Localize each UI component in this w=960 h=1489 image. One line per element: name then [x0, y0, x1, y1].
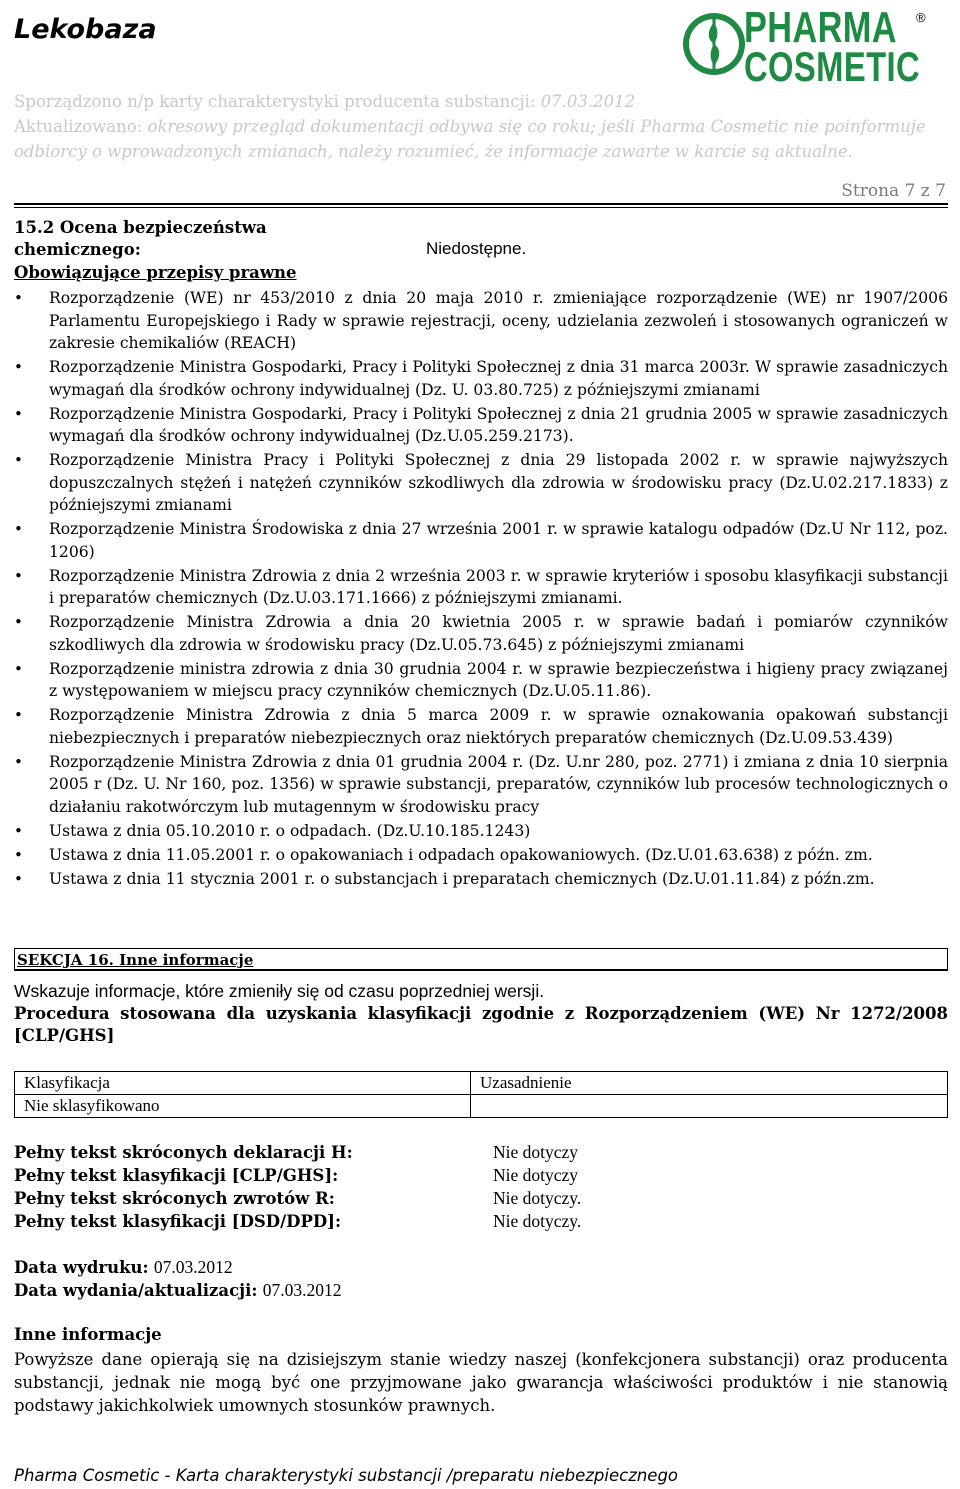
print-date-value: 07.03.2012	[153, 1257, 233, 1277]
law-text: Ustawa z dnia 11.05.2001 r. o opakowaniach i odpadach opakowaniowych. (Dz.U.01.63.638) z późn. zm.	[49, 845, 873, 864]
dates-block	[14, 1256, 341, 1302]
bullet-icon: •	[14, 451, 23, 469]
issue-date-label: Data wydania/aktualizacji:	[14, 1281, 258, 1300]
list-item	[14, 1141, 579, 1164]
list-item	[14, 565, 948, 610]
full-text-value: Nie dotyczy.	[493, 1211, 582, 1231]
prepared-label: Sporządzono n/p karty charakterystyki producenta substancji:	[14, 92, 536, 111]
full-text-label: Pełny tekst klasyfikacji [CLP/GHS]:	[14, 1166, 339, 1185]
bullet-icon: •	[14, 821, 23, 840]
list-item	[14, 1164, 579, 1187]
table-row	[15, 1095, 948, 1118]
section-15-2-title	[14, 217, 267, 261]
registered-mark: ®	[916, 10, 926, 25]
bullet-icon: •	[14, 659, 23, 678]
logo-text-pharma: PHARMA	[744, 3, 897, 52]
full-text-value: Nie dotyczy	[493, 1142, 579, 1162]
list-item	[14, 751, 948, 819]
other-info-body: Powyższe dane opierają się na dzisiejszym stanie wiedzy naszej (konfekcjonera substancji) oraz producenta substancji, jednak nie mogą być one przyjmowane jako gwarancja właściwości produktów i nie stanowią podstawy jakichkolwiek umownych stosunków prawnych.	[14, 1350, 948, 1415]
header-divider	[14, 203, 948, 205]
page-footer: Pharma Cosmetic - Karta charakterystyki substancji /preparatu niebezpiecznego	[14, 1466, 679, 1485]
list-item	[14, 518, 948, 563]
print-date-row	[14, 1256, 341, 1279]
print-date-label: Data wydruku:	[14, 1258, 149, 1277]
brand-name: Lekobaza	[14, 14, 157, 45]
full-text-label: Pełny tekst klasyfikacji [DSD/DPD]:	[14, 1212, 342, 1231]
table-cell-classification: Nie sklasyfikowano	[15, 1095, 471, 1118]
law-text: Rozporządzenie Ministra Gospodarki, Pracy i Polityki Społecznej z dnia 31 marca 2003r. W sprawie zasadniczych wymagań dla środków ochrony indywidualnej (Dz. U. 03.80.725) z późniejszymi zmianami	[49, 358, 948, 399]
section-15-2-value: Niedostępne.	[426, 239, 527, 258]
bullet-icon: •	[14, 520, 23, 538]
header-meta-line2	[14, 114, 948, 164]
law-text: Rozporządzenie (WE) nr 453/2010 z dnia 20 maja 2010 r. zmieniające rozporządzenie (WE) nr 1907/2006 Parlamentu Europejskiego i Rady w sprawie rejestracji, oceny, udzielania zezwoleń i stosowanych ograniczeń w zakresie chemikaliów (REACH)	[49, 289, 948, 352]
bullet-icon: •	[14, 358, 23, 376]
logo-emblem-icon	[680, 4, 746, 84]
list-item	[14, 1210, 582, 1233]
section-15-2-title-line1: 15.2 Ocena bezpieczeństwa	[14, 218, 267, 237]
header-meta	[14, 89, 948, 164]
bullet-icon: •	[14, 566, 23, 585]
list-item	[14, 820, 948, 843]
bullet-icon: •	[14, 404, 23, 423]
law-text: Rozporządzenie ministra zdrowia z dnia 30 grudnia 2004 r. w sprawie bezpieczeństwa i higieny pracy związanej z występowaniem w miejscu pracy czynników chemicznych (Dz.U.05.11.86).	[49, 659, 948, 700]
bullet-icon: •	[14, 706, 23, 724]
laws-list	[14, 287, 948, 892]
law-text: Rozporządzenie Ministra Zdrowia a dnia 20 kwietnia 2005 r. w sprawie badań i pomiarów czynników szkodliwych dla zdrowia w środowisku pracy (Dz.U.05.73.645) z późniejszymi zmianami	[49, 613, 948, 654]
issue-date-row	[14, 1279, 341, 1302]
bullet-icon: •	[14, 752, 23, 771]
list-item	[14, 611, 948, 656]
law-text: Ustawa z dnia 11 stycznia 2001 r. o substancjach i preparatach chemicznych (Dz.U.01.11.84) z późn.zm.	[49, 869, 875, 888]
list-item	[14, 403, 948, 448]
full-text-value: Nie dotyczy.	[493, 1188, 582, 1208]
section-16-label: SEKCJA 16.	[17, 951, 114, 969]
section-16-header	[14, 948, 948, 971]
law-text: Rozporządzenie Ministra Środowiska z dnia 27 września 2001 r. w sprawie katalogu odpadów (Dz.U Nr 112, poz. 1206)	[49, 520, 948, 561]
updated-text: okresowy przegląd dokumentacji odbywa się co roku; jeśli Pharma Cosmetic nie poinformuje odbiorcy o wprowadzonych zmianach, należy rozumieć, że informacje zawarte w karcie są aktualne.	[14, 117, 926, 161]
list-item	[14, 868, 948, 891]
section-16-title	[15, 950, 255, 970]
updated-label: Aktualizowano:	[14, 117, 143, 136]
full-text-label: Pełny tekst skróconych zwrotów R:	[14, 1189, 335, 1208]
section-16-title-text: Inne informacje	[119, 951, 254, 969]
other-info-title: Inne informacje	[14, 1325, 162, 1344]
list-item	[14, 449, 948, 517]
law-text: Ustawa z dnia 05.10.2010 r. o odpadach. (Dz.U.10.185.1243)	[49, 821, 531, 840]
page-number: Strona 7 z 7	[841, 181, 946, 201]
table-header-classification: Klasyfikacja	[15, 1072, 471, 1095]
bullet-icon: •	[14, 845, 23, 864]
list-item	[14, 704, 948, 749]
list-item	[14, 658, 948, 703]
list-item	[14, 1187, 582, 1210]
classification-procedure: Procedura stosowana dla uzyskania klasyfikacji zgodnie z Rozporządzeniem (WE) Nr 1272/2008 [CLP/GHS]	[14, 1004, 948, 1045]
law-text: Rozporządzenie Ministra Gospodarki, Pracy i Polityki Społecznej z dnia 21 grudnia 2005 w sprawie zasadniczych wymagań dla środków ochrony indywidualnej (Dz.U.05.259.2173).	[49, 404, 948, 445]
changes-note: Wskazuje informacje, które zmieniły się od czasu poprzedniej wersji.	[14, 981, 545, 1001]
bullet-icon: •	[14, 289, 23, 307]
list-item	[14, 844, 948, 867]
full-text-value: Nie dotyczy	[493, 1165, 579, 1185]
list-item	[14, 287, 948, 355]
law-text: Rozporządzenie Ministra Zdrowia z dnia 01 grudnia 2004 r. (Dz. U.nr 280, poz. 2771) i zmiana z dnia 10 sierpnia 2005 r (Dz. U. Nr 160, poz. 1356) w sprawie substancji, preparatów, czynników lub procesów technologicznych o działaniu rakotwórczym lub mutagennym w środowisku pracy	[49, 752, 948, 816]
issue-date-value: 07.03.2012	[262, 1280, 342, 1300]
classification-table	[14, 1071, 948, 1118]
pharma-cosmetic-logo	[680, 3, 930, 90]
law-text: Rozporządzenie Ministra Pracy i Polityki Społecznej z dnia 29 listopada 2002 r. w sprawie najwyższych dopuszczalnych stężeń i natężeń czynników szkodliwych dla zdrowia w środowisku pracy (Dz.U.02.217.1833) z późniejszymi zmianami	[49, 451, 948, 514]
header-meta-line1	[14, 89, 948, 114]
prepared-date: 07.03.2012	[540, 92, 636, 111]
logo-text-cosmetic: COSMETIC	[744, 43, 921, 90]
table-header-justification: Uzasadnienie	[471, 1072, 948, 1095]
section-15-2-title-line2: chemicznego:	[14, 240, 141, 259]
full-text-label: Pełny tekst skróconych deklaracji H:	[14, 1143, 353, 1162]
bullet-icon: •	[14, 613, 23, 631]
header-divider-thin	[14, 207, 948, 208]
full-texts-list	[14, 1141, 582, 1233]
law-text: Rozporządzenie Ministra Zdrowia z dnia 5 marca 2009 r. w sprawie oznakowania opakowań substancji niebezpiecznych i preparatów niebezpiecznych oraz niektórych preparatów chemicznych (Dz.U.09.53.439)	[49, 706, 948, 747]
bullet-icon: •	[14, 869, 23, 888]
list-item	[14, 356, 948, 401]
law-text: Rozporządzenie Ministra Zdrowia z dnia 2 września 2003 r. w sprawie kryteriów i sposobu klasyfikacji substancji i preparatów chemicznych (Dz.U.03.171.1666) z późniejszymi zmianami.	[49, 566, 948, 607]
laws-title: Obowiązujące przepisy prawne	[14, 263, 297, 282]
table-row	[15, 1072, 948, 1095]
table-cell-justification	[471, 1095, 948, 1118]
